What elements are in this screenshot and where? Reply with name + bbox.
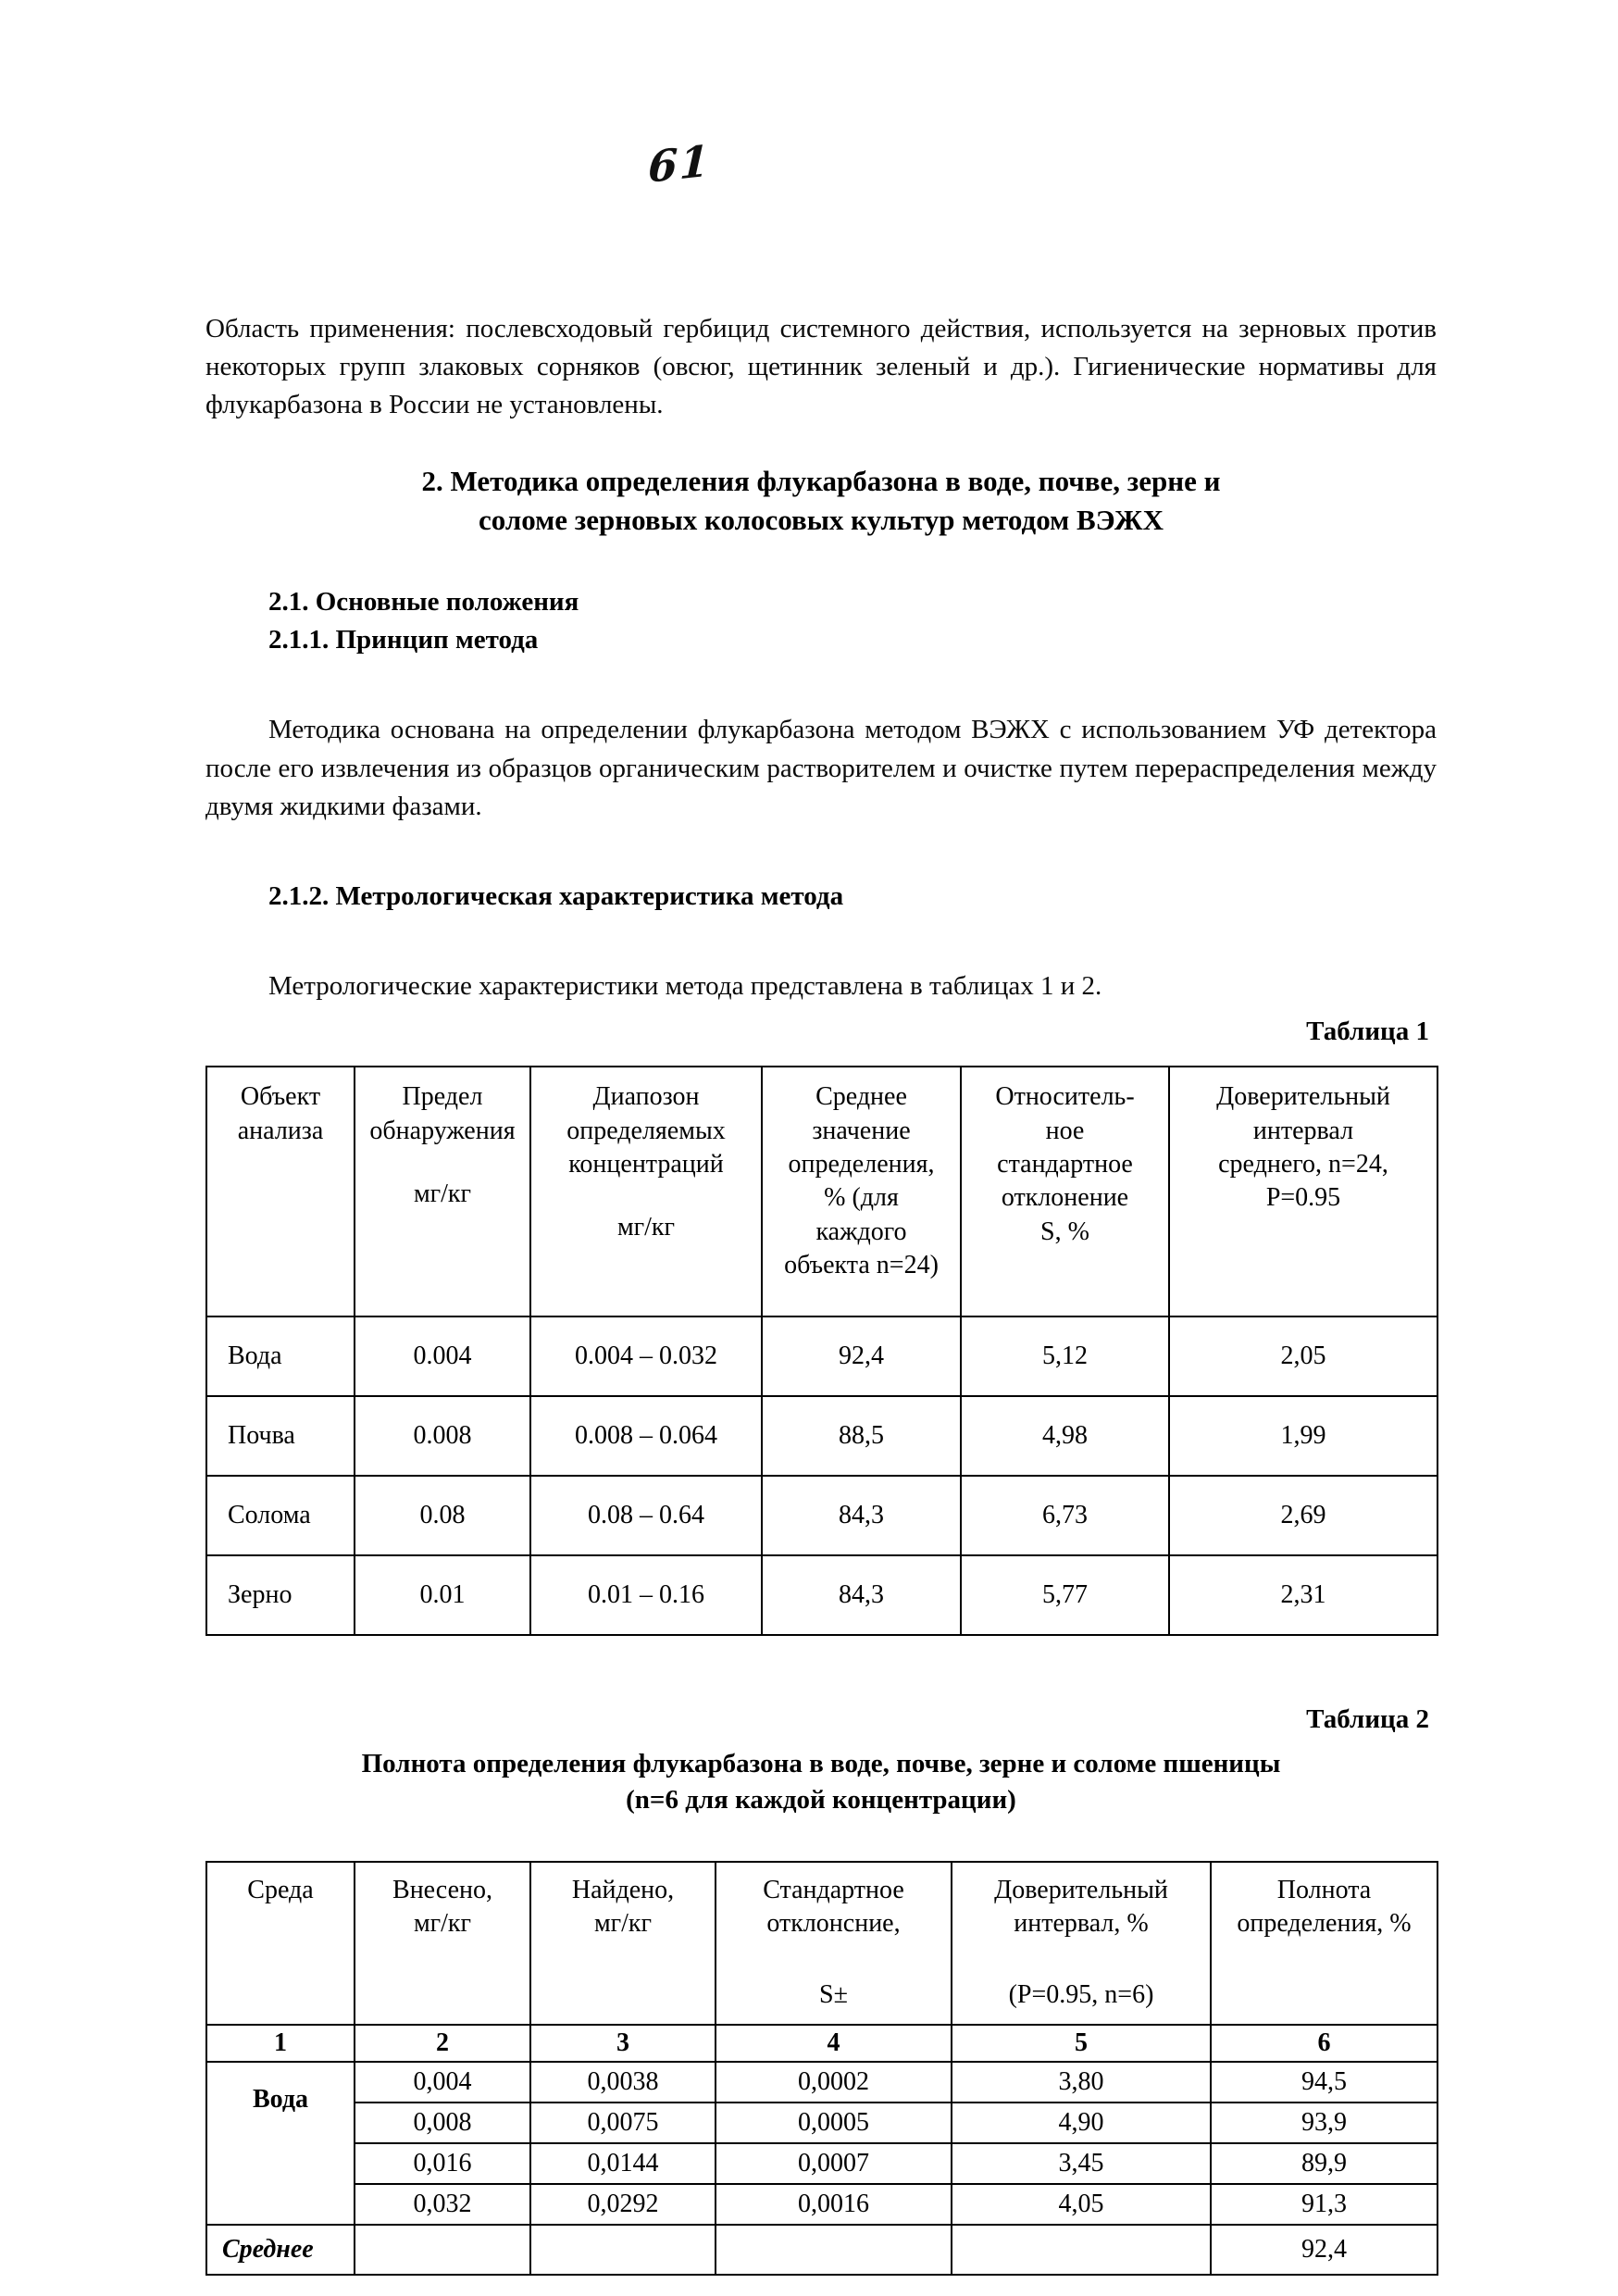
table2-cell-sd: 0,0007 xyxy=(716,2143,952,2184)
table1-cell-limit: 0.008 xyxy=(355,1396,530,1476)
table-row xyxy=(206,1396,1438,1476)
table1-cell-mean: 92,4 xyxy=(762,1316,961,1396)
table1-cell-sd: 5,77 xyxy=(961,1555,1169,1635)
table2-cell-recovery: 89,9 xyxy=(1211,2143,1438,2184)
table2-cell-added: 0,004 xyxy=(355,2062,530,2103)
table2-cell-recovery: 91,3 xyxy=(1211,2184,1438,2225)
table2-cell-media: Вода xyxy=(206,2062,355,2225)
table2-caption-line1: Полнота определения флукарбазона в воде, почве, зерне и соломе пшеницы xyxy=(361,1749,1281,1779)
table1-col-limit-main: Предел обнаружения xyxy=(369,1082,516,1145)
table2-average-row xyxy=(206,2225,1438,2275)
table2-header-row xyxy=(206,1862,1438,2025)
table1-cell-range: 0.008 – 0.064 xyxy=(530,1396,762,1476)
subsection-2-1-1: 2.1.1. Принцип метода xyxy=(268,625,539,655)
table1-cell-limit: 0.08 xyxy=(355,1476,530,1555)
table2-cell-recovery: 93,9 xyxy=(1211,2103,1438,2143)
table2-cell-ci: 3,45 xyxy=(952,2143,1211,2184)
table2-column-number-row xyxy=(206,2025,1438,2062)
table1-cell-ci: 2,31 xyxy=(1169,1555,1438,1635)
table1-cell-ci: 2,05 xyxy=(1169,1316,1438,1396)
table-row xyxy=(206,1316,1438,1396)
table2-cell-added: 0,032 xyxy=(355,2184,530,2225)
table1-cell-limit: 0.004 xyxy=(355,1316,530,1396)
table1-col-sd xyxy=(961,1067,1169,1316)
table2-col-ci-unit: (Р=0.95, n=6) xyxy=(1008,1979,1154,2009)
table1-col-sd-main: Относитель- ное стандартное отклонение S, % xyxy=(995,1082,1135,1246)
recovery-completeness-table xyxy=(205,1861,1438,2276)
table2-cell-average-label: Среднее xyxy=(206,2225,355,2275)
table2-cell-ci: 3,80 xyxy=(952,2062,1211,2103)
table2-caption xyxy=(205,1746,1437,1818)
table2-label: Таблица 2 xyxy=(1306,1704,1429,1735)
table1-cell-object: Почва xyxy=(206,1396,355,1476)
table2-col-media-main: Среда xyxy=(247,1875,314,1904)
handwritten-page-number: 61 xyxy=(647,135,712,193)
table1-cell-limit: 0.01 xyxy=(355,1555,530,1635)
table1-cell-ci: 2,69 xyxy=(1169,1476,1438,1555)
table2-col-sd xyxy=(716,1862,952,2025)
table2-col-added xyxy=(355,1862,530,2025)
table1-col-object xyxy=(206,1067,355,1316)
table1-header-row xyxy=(206,1067,1438,1316)
table2-col-found-main: Найдено, мг/кг xyxy=(571,1875,675,1939)
table2-cell-ci: 4,90 xyxy=(952,2103,1211,2143)
table-row xyxy=(206,2184,1438,2225)
table2-cell-average-ci xyxy=(952,2225,1211,2275)
table2-col-sd-main: Стандартное отклонсние, xyxy=(763,1875,904,1939)
table2-col-found xyxy=(530,1862,716,2025)
table-row xyxy=(206,2062,1438,2103)
table1-col-limit-unit: мг/кг xyxy=(413,1179,472,1209)
table1-col-range-main: Диапозон определяемых концентраций xyxy=(566,1082,726,1179)
table-row xyxy=(206,2143,1438,2184)
section-heading-line2: соломе зерновых колосовых культур методом ВЭЖХ xyxy=(479,504,1164,537)
table1-label: Таблица 1 xyxy=(1306,1017,1429,1047)
subsection-2-1-2: 2.1.2. Метрологическая характеристика метода xyxy=(268,880,844,911)
table-row xyxy=(206,1555,1438,1635)
table1-cell-sd: 5,12 xyxy=(961,1316,1169,1396)
table2-colnum-1: 1 xyxy=(206,2025,355,2062)
document-content xyxy=(205,310,1437,2276)
table2-caption-line2: (n=6 для каждой концентрации) xyxy=(626,1785,1016,1816)
table2-cell-added: 0,016 xyxy=(355,2143,530,2184)
table1-cell-range: 0.01 – 0.16 xyxy=(530,1555,762,1635)
table2-col-ci xyxy=(952,1862,1211,2025)
metrology-characteristics-table xyxy=(205,1066,1438,1636)
principle-paragraph: Методика основана на определении флукарбазона методом ВЭЖХ с использованием УФ детектора после его извлечения из образцов органическим растворителем и очистке путем перераспределения между двумя жидкими фазами. xyxy=(205,715,1437,821)
table1-cell-range: 0.08 – 0.64 xyxy=(530,1476,762,1555)
table1-col-mean-main: Среднее значение определения, % (для каждого объекта n=24) xyxy=(784,1082,939,1280)
table2-col-media xyxy=(206,1862,355,2025)
table2-cell-sd: 0,0002 xyxy=(716,2062,952,2103)
table-row xyxy=(206,2103,1438,2143)
table1-col-ci xyxy=(1169,1067,1438,1316)
table-row xyxy=(206,1476,1438,1555)
table2-cell-found: 0,0075 xyxy=(530,2103,716,2143)
table2-cell-average-found xyxy=(530,2225,716,2275)
table2-colnum-6: 6 xyxy=(1211,2025,1438,2062)
intro-paragraph: Область применения: послевсходовый гербицид системного действия, используется на зерновых против некоторых групп злаковых сорняков (овсюг, щетинник зеленый и др.). Гигиенические нормативы для флукарбазона в России не установлены. xyxy=(205,314,1437,420)
subsection-2-1: 2.1. Основные положения xyxy=(268,587,579,618)
table2-cell-found: 0,0292 xyxy=(530,2184,716,2225)
table1-col-ci-main: Доверительный интервал среднего, n=24, Р=0.95 xyxy=(1216,1082,1390,1213)
table2-cell-recovery: 94,5 xyxy=(1211,2062,1438,2103)
section-heading-line1: 2. Методика определения флукарбазона в воде, почве, зерне и xyxy=(421,464,1221,497)
table2-cell-average-recovery: 92,4 xyxy=(1211,2225,1438,2275)
table1-cell-object: Вода xyxy=(206,1316,355,1396)
table1-cell-mean: 88,5 xyxy=(762,1396,961,1476)
table2-colnum-3: 3 xyxy=(530,2025,716,2062)
table2-body xyxy=(206,2025,1438,2275)
table2-colnum-2: 2 xyxy=(355,2025,530,2062)
table2-col-ci-main: Доверительный интервал, % xyxy=(994,1875,1168,1939)
table1-body xyxy=(206,1316,1438,1635)
table2-colnum-4: 4 xyxy=(716,2025,952,2062)
table1-col-range xyxy=(530,1067,762,1316)
table2-cell-found: 0,0038 xyxy=(530,2062,716,2103)
section-heading xyxy=(205,462,1437,542)
table1-cell-sd: 6,73 xyxy=(961,1476,1169,1555)
table1-cell-object: Солома xyxy=(206,1476,355,1555)
table1-cell-ci: 1,99 xyxy=(1169,1396,1438,1476)
table2-cell-sd: 0,0005 xyxy=(716,2103,952,2143)
table2-colnum-5: 5 xyxy=(952,2025,1211,2062)
table1-col-range-unit: мг/кг xyxy=(616,1213,676,1242)
table2-col-recovery xyxy=(1211,1862,1438,2025)
table2-col-added-main: Внесено, мг/кг xyxy=(392,1875,492,1939)
table1-cell-mean: 84,3 xyxy=(762,1476,961,1555)
table1-cell-range: 0.004 – 0.032 xyxy=(530,1316,762,1396)
table2-cell-average-sd xyxy=(716,2225,952,2275)
table2-cell-found: 0,0144 xyxy=(530,2143,716,2184)
table1-cell-sd: 4,98 xyxy=(961,1396,1169,1476)
table1-col-object-main: Объект анализа xyxy=(237,1082,324,1145)
table1-cell-mean: 84,3 xyxy=(762,1555,961,1635)
table2-col-sd-unit: S± xyxy=(819,1979,848,2009)
table2-cell-added: 0,008 xyxy=(355,2103,530,2143)
table2-col-recovery-main: Полнота определения, % xyxy=(1237,1875,1412,1939)
metrology-paragraph: Метрологические характеристики метода представлена в таблицах 1 и 2. xyxy=(268,971,1102,1002)
table1-col-limit xyxy=(355,1067,530,1316)
table2-cell-ci: 4,05 xyxy=(952,2184,1211,2225)
table1-col-mean xyxy=(762,1067,961,1316)
table1-cell-object: Зерно xyxy=(206,1555,355,1635)
table2-cell-average-added xyxy=(355,2225,530,2275)
table2-cell-sd: 0,0016 xyxy=(716,2184,952,2225)
